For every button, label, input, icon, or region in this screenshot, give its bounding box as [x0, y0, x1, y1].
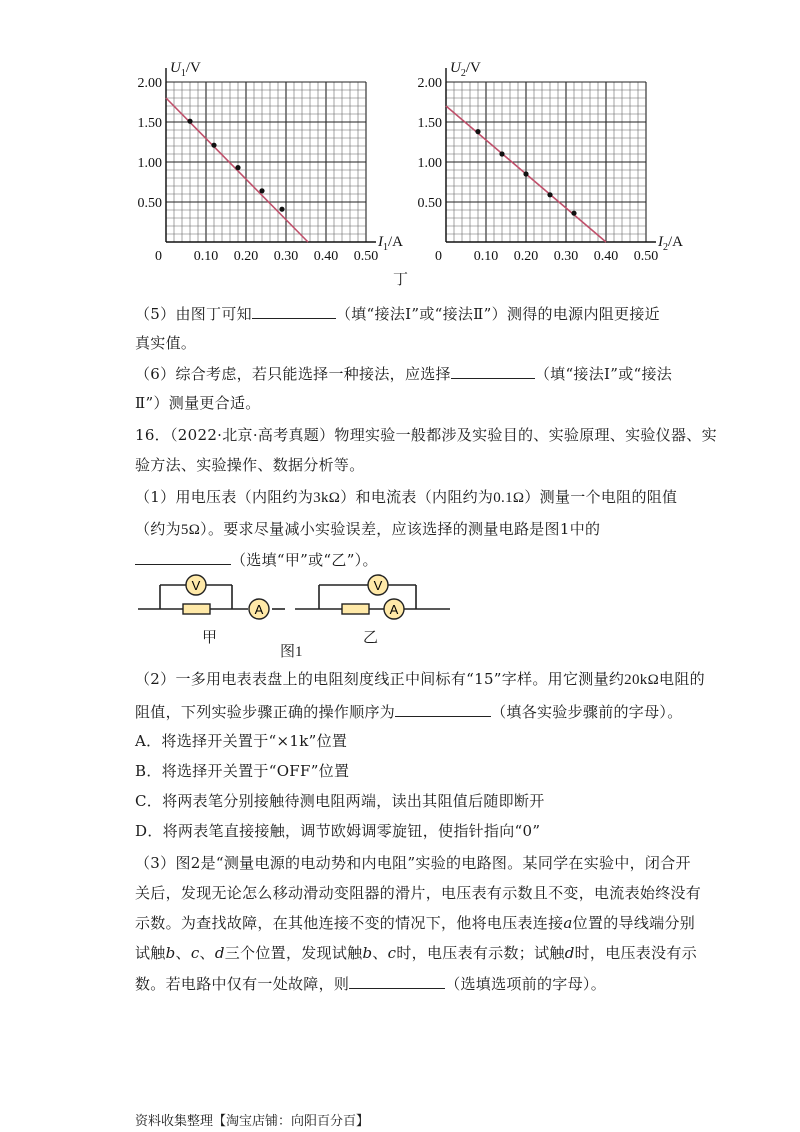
x-tick-label: 0.30 — [553, 249, 579, 264]
var-b: b — [362, 944, 373, 962]
p1-line2 — [135, 518, 600, 539]
resistor-jia — [183, 604, 210, 614]
chart-u2-i2 — [410, 60, 700, 264]
p2-text-b: 电阻的 — [659, 670, 705, 688]
data-point — [211, 143, 216, 148]
ammeter-yi-label: A — [389, 602, 399, 617]
origin-label: 0 — [435, 249, 442, 264]
data-point — [523, 171, 528, 176]
figure-1-caption: 图1 — [280, 644, 303, 660]
x-tick-label: 0.50 — [633, 249, 659, 264]
p3-text-d: 三个位置，发现试触 — [224, 944, 363, 962]
p3-text-c: 试触 — [135, 944, 166, 962]
q6-line2: Ⅱ”）测量更合适。 — [135, 394, 261, 412]
data-point — [259, 188, 264, 193]
x-tick-label: 0.20 — [513, 249, 539, 264]
data-point — [547, 192, 552, 197]
y-tick-label: 0.50 — [417, 196, 442, 211]
p2-option-c: C．将两表笔分别接触待测电阻两端，读出其阻值后随即断开 — [135, 792, 545, 810]
x-axis-label: $I_1/A$ — [378, 234, 403, 253]
var-d: d — [564, 944, 575, 962]
figure-1-label-jia: 甲 — [202, 628, 218, 646]
q16-line1: 16．（2022·北京·高考真题）物理实验一般都涉及实验目的、实验原理、实验仪器、实 — [135, 426, 717, 444]
voltmeter-yi-label: V — [373, 578, 383, 593]
q6-line1 — [135, 362, 672, 384]
figure-ding-caption: 丁 — [393, 270, 409, 288]
p1-answer-blank[interactable] — [135, 548, 231, 565]
p2-text-d: （填各实验步骤前的字母）。 — [491, 703, 683, 721]
p3-text-b: 位置的导线端分别 — [572, 914, 696, 932]
q5-line1 — [135, 302, 660, 324]
ammeter-jia-label: A — [254, 602, 264, 617]
circuit-jia — [138, 575, 285, 620]
p3-answer-blank[interactable] — [349, 972, 445, 989]
p2-line1 — [135, 668, 705, 689]
voltmeter-resistance: 3kΩ — [313, 490, 341, 506]
y-axis-label: $U_1/V$ — [170, 60, 201, 79]
data-point — [571, 211, 576, 216]
y-axis-label: $U_2/V$ — [450, 60, 481, 79]
p1-text-c: ）测量一个电阻的阻值 — [524, 488, 678, 506]
p3-text-e: 时，电压表有示数；试触 — [396, 944, 565, 962]
p2-line2 — [135, 700, 683, 722]
y-tick-label: 1.00 — [137, 156, 162, 171]
p3-line3 — [135, 912, 695, 933]
q6-suffix: （填“接法Ⅰ”或“接法 — [534, 365, 673, 383]
p2-option-d: D．将两表笔直接接触，调节欧姆调零旋钮，使指针指向“0” — [135, 822, 541, 840]
p3-line5 — [135, 972, 606, 994]
x-tick-label: 0.10 — [473, 249, 499, 264]
p2-option-a: A．将选择开关置于“×1k”位置 — [135, 732, 348, 750]
q5-suffix: （填“接法Ⅰ”或“接法Ⅱ”）测得的电源内阻更接近 — [335, 305, 660, 323]
resistor-value: 5Ω — [180, 522, 201, 538]
x-tick-label: 0.40 — [313, 249, 339, 264]
y-tick-label: 2.00 — [417, 76, 442, 91]
p1-text-e: ）。要求尽量减小实验误差，应该选择的测量电路是图1中的 — [200, 520, 601, 538]
data-point — [475, 129, 480, 134]
p2-option-b: B．将选择开关置于“OFF”位置 — [135, 762, 350, 780]
p3-line4 — [135, 942, 697, 963]
data-point — [187, 119, 192, 124]
circuit-yi — [295, 575, 450, 619]
chart-u2-i2-svg — [410, 60, 700, 264]
x-tick-label: 0.40 — [593, 249, 619, 264]
p2-text-a: （2）一多用电表表盘上的电阻刻度线正中间标有“15”字样。用它测量约 — [135, 670, 625, 688]
resistor-yi — [342, 604, 369, 614]
q5-line2: 真实值。 — [135, 334, 197, 352]
var-c: c — [190, 944, 200, 962]
p3-line1: （3）图2是“测量电源的电动势和内电阻”实验的电路图。某同学在实验中，闭合开 — [135, 854, 691, 872]
p3-text-g: 数。若电路中仅有一处故障，则 — [135, 975, 350, 993]
data-point — [499, 151, 504, 156]
x-tick-label: 0.50 — [353, 249, 379, 264]
p1-line3 — [135, 548, 378, 570]
p2-answer-blank[interactable] — [395, 700, 491, 717]
p3-text-h: （选填选项前的字母）。 — [445, 975, 607, 993]
chart-u1-i1 — [130, 60, 403, 264]
data-point — [279, 207, 284, 212]
p2-resistance: 20kΩ — [624, 672, 660, 688]
p3-sep: 、 — [372, 944, 388, 962]
p1-text-d: （约为 — [135, 520, 181, 538]
p3-text-a: 示数。为查找故障，在其他连接不变的情况下，他将电压表连接 — [135, 914, 564, 932]
q5-prefix: （5）由图丁可知 — [135, 305, 252, 323]
y-tick-label: 1.50 — [417, 116, 442, 131]
origin-label: 0 — [155, 249, 162, 264]
q6-prefix: （6）综合考虑，若只能选择一种接法，应选择 — [135, 365, 451, 383]
p1-line1 — [135, 486, 677, 507]
x-tick-label: 0.10 — [193, 249, 219, 264]
voltmeter-jia-label: V — [191, 578, 201, 593]
figure-1-label-yi: 乙 — [363, 628, 379, 646]
footer-source: 资料收集整理【淘宝店铺：向阳百分百】 — [135, 1114, 370, 1129]
p2-text-c: 阻值，下列实验步骤正确的操作顺序为 — [135, 703, 396, 721]
var-b: b — [165, 944, 176, 962]
p1-text-a: （1）用电压表（内阻约为 — [135, 488, 314, 506]
x-axis-label: $I_2/A$ — [658, 234, 683, 253]
var-d: d — [214, 944, 225, 962]
p1-text-f: （选填“甲”或“乙”）。 — [231, 551, 378, 569]
p3-text-f: 时，电压表没有示 — [574, 944, 697, 962]
ammeter-resistance: 0.1Ω — [493, 490, 525, 506]
x-tick-label: 0.30 — [273, 249, 299, 264]
y-tick-label: 2.00 — [137, 76, 162, 91]
p1-text-b: ）和电流表（内阻约为 — [340, 488, 494, 506]
x-tick-label: 0.20 — [233, 249, 259, 264]
y-tick-label: 1.00 — [417, 156, 442, 171]
y-tick-label: 0.50 — [137, 196, 162, 211]
y-tick-label: 1.50 — [137, 116, 162, 131]
p3-line2: 关后，发现无论怎么移动滑动变阻器的滑片，电压表有示数且不变，电流表始终没有 — [135, 884, 702, 902]
q5-answer-blank[interactable] — [252, 302, 336, 319]
var-a: a — [563, 914, 573, 932]
chart-u1-i1-svg — [130, 60, 403, 264]
q6-answer-blank[interactable] — [451, 362, 535, 379]
data-point — [235, 165, 240, 170]
var-c: c — [387, 944, 397, 962]
q16-line2: 验方法、实验操作、数据分析等。 — [135, 456, 365, 474]
p3-sep: 、 — [175, 944, 191, 962]
p3-sep: 、 — [199, 944, 215, 962]
